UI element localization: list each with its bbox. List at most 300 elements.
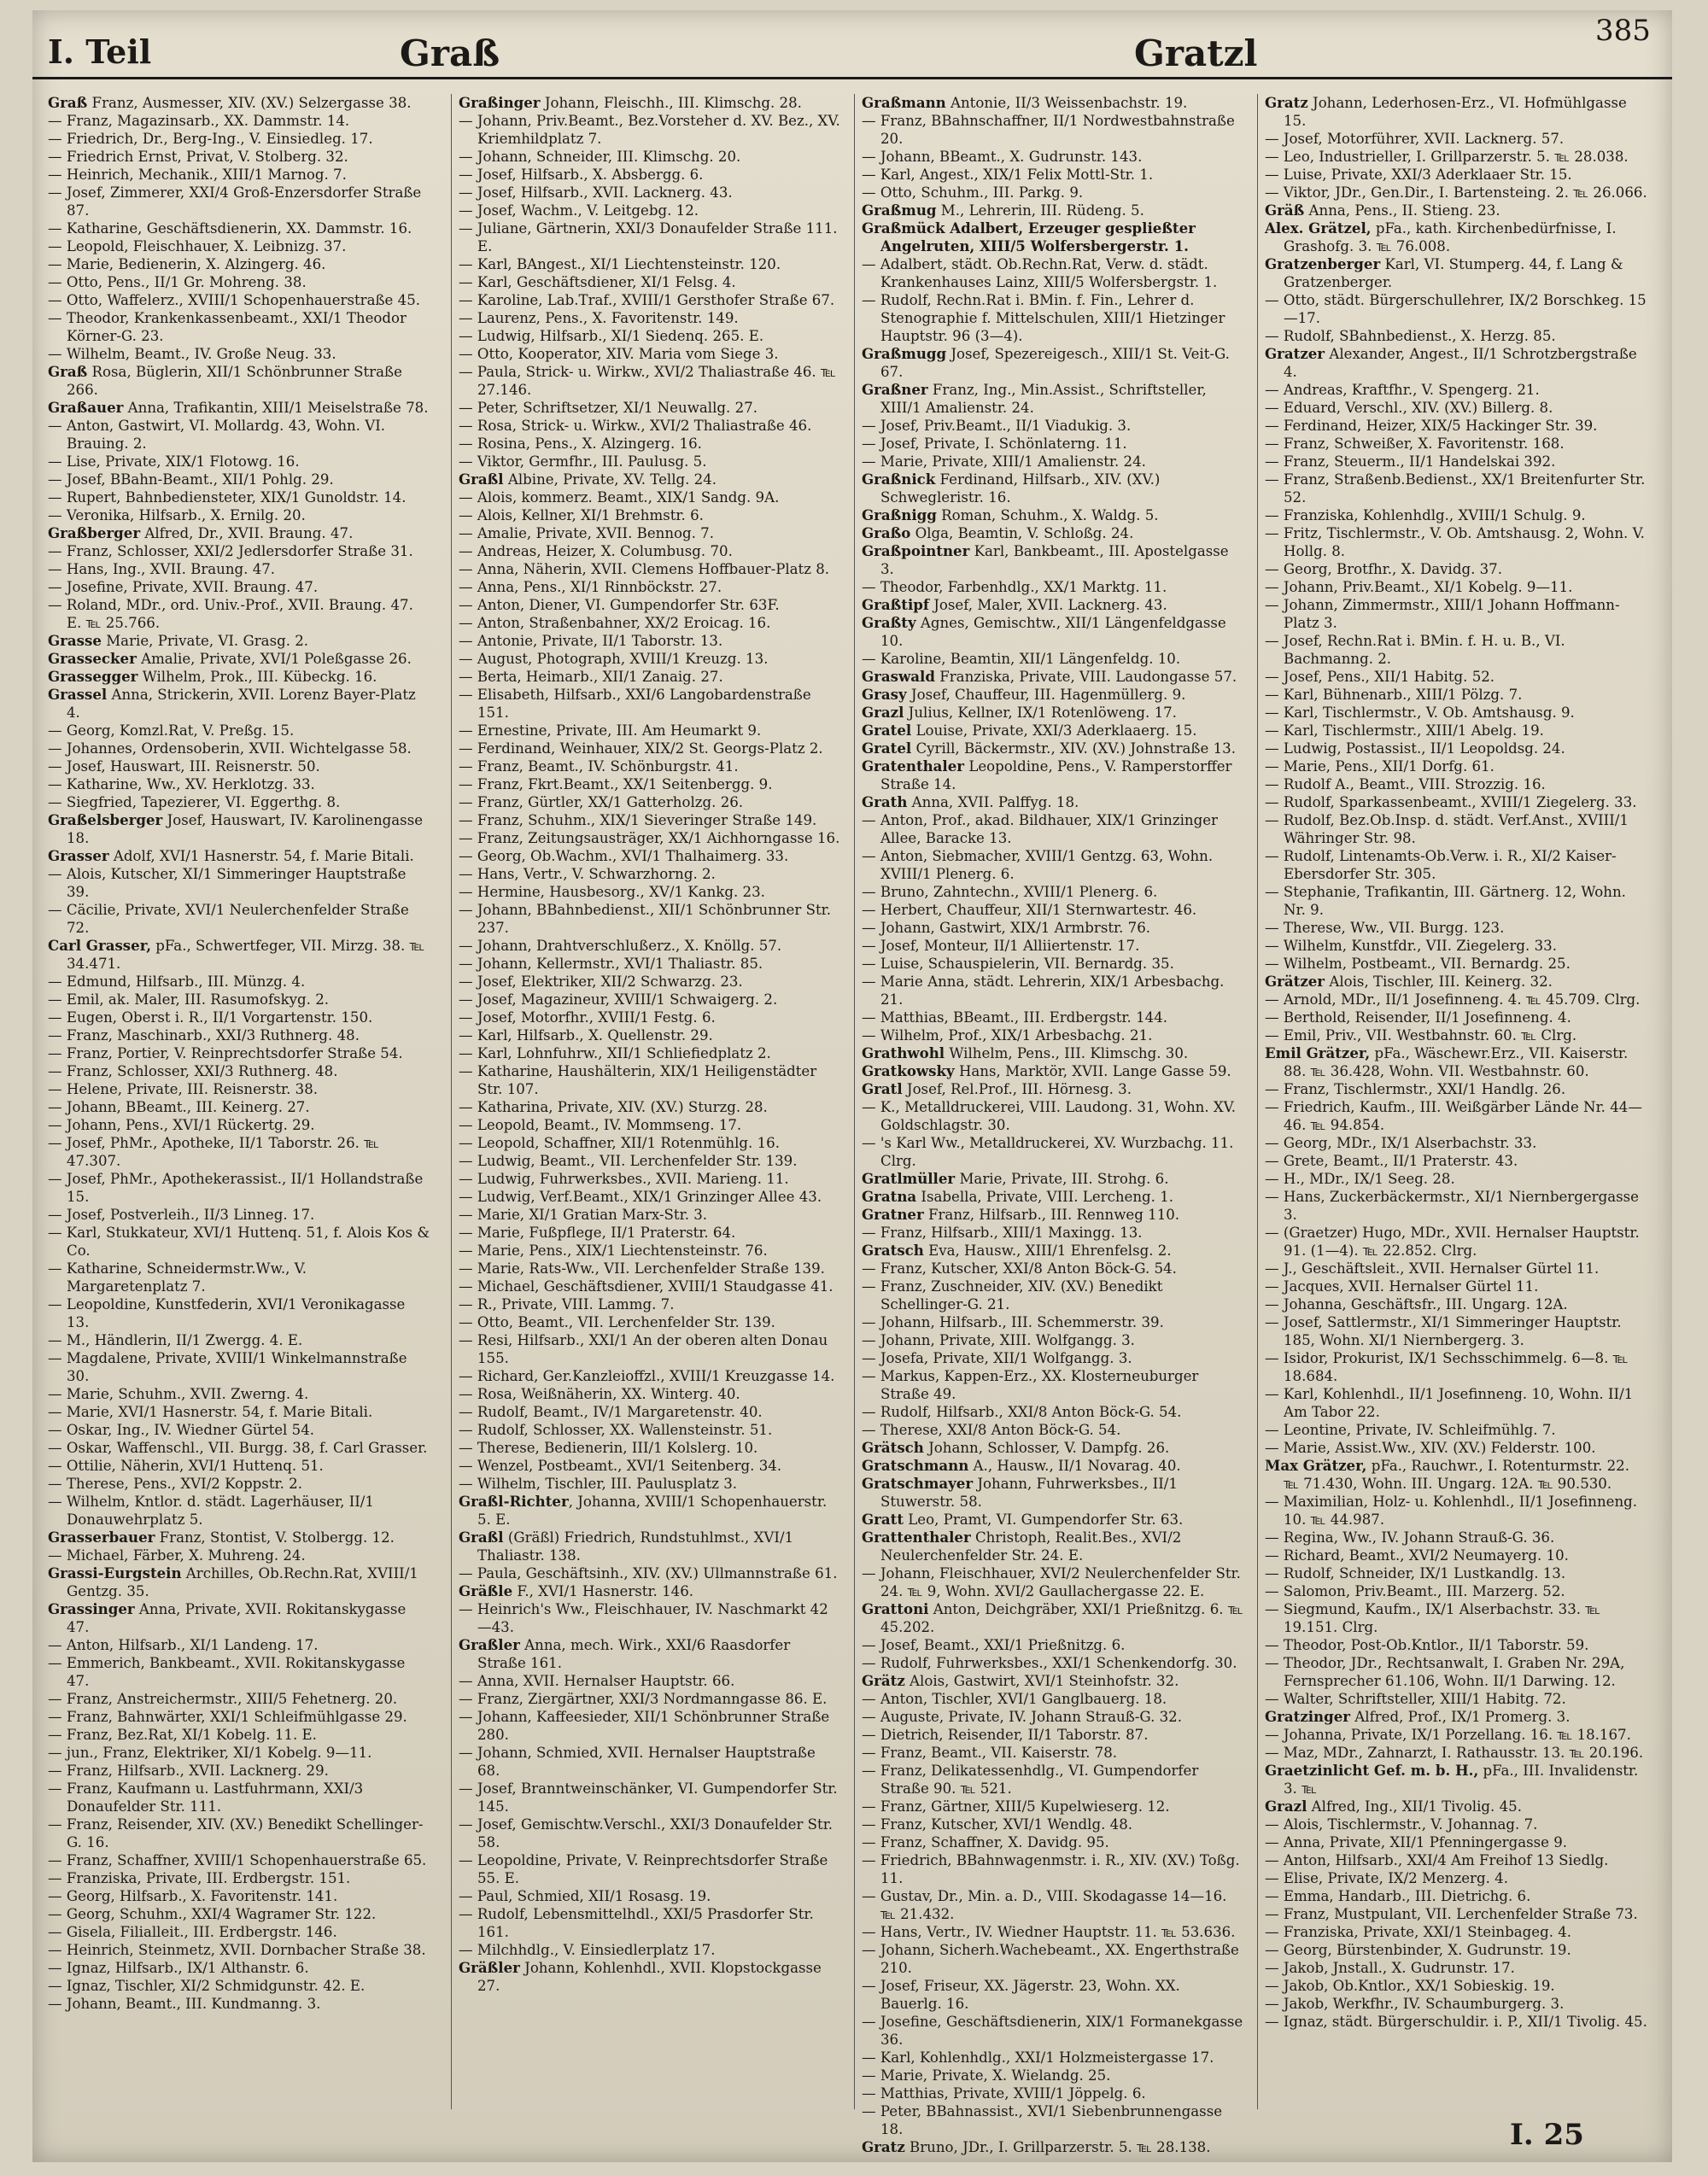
directory-entry [48,291,430,309]
directory-entry [862,471,1244,506]
directory-entry [862,112,1244,148]
directory-entry [48,1815,430,1851]
directory-entry [862,1475,1244,1511]
directory-entry [862,973,1244,1009]
directory-page [32,10,1672,2162]
directory-entry [862,381,1244,417]
entry-details: — Josefine, Private, XVII. Braung. 47. [48,579,319,595]
directory-entry [862,1134,1244,1170]
entry-details: — Alois, Tischlermstr., V. Johannag. 7. [1265,1816,1538,1833]
entry-details: — Franziska, Kohlenhdlg., XVIII/1 Schulg. 9. [1265,507,1586,523]
directory-entry [48,865,430,901]
directory-entry [48,237,430,255]
directory-entry [1265,2013,1647,2031]
entry-details: — Josef, Beamt., XXI/1 Prießnitzg. 6. [862,1637,1126,1653]
entry-surname: Emil Grätzer, [1265,1044,1371,1061]
entry-details: — Rudolf, Lintenamts-Ob.Verw. i. R., XI/2 Kaiser-Ebersdorfer Str. 305. [1265,848,1617,882]
entry-surname: Grathwohl [862,1044,945,1061]
entry-details: — Franz, Schuhm., XIX/1 Sieveringer Straße 149. [459,812,817,828]
entry-details: — Franz, BBahnschaffner, II/1 Nordwestbahnstraße 20. [862,113,1235,147]
directory-entry [1265,1851,1647,1869]
directory-entry [459,560,841,578]
directory-entry [48,1690,430,1708]
directory-entry [1265,919,1647,937]
directory-entry [459,1421,841,1439]
entry-details: — Jakob, Werkfhr., IV. Schaumburgerg. 3. [1265,1996,1565,2012]
entry-details: — Josef, Gemischtw.Verschl., XXI/3 Donaufelder Str. 58. [459,1816,834,1851]
entry-details: — Karl, Geschäftsdiener, XI/1 Felsg. 4. [459,274,736,290]
entry-details: — Alois, Kellner, XI/1 Brehmstr. 6. [459,507,704,523]
directory-entry [1265,202,1647,219]
directory-entry [862,1421,1244,1439]
directory-entry [459,273,841,291]
directory-entry [459,847,841,865]
entry-details: — Rudolf, Fuhrwerksbes., XXI/1 Schenkendorfg. 30. [862,1655,1237,1671]
entry-details: — Leo, Industrieller, I. Grillparzerstr. 5. ℡ 28.038. [1265,149,1629,165]
directory-entry [459,829,841,847]
directory-entry [459,596,841,614]
entry-details: — Emmerich, Bankbeamt., XVII. Rokitanskygasse 47. [48,1655,406,1689]
entry-surname: Graß [48,363,88,380]
directory-entry [862,901,1244,919]
entry-details: — Juliane, Gärtnerin, XXI/3 Donaufelder Straße 111. E. [459,220,838,254]
entry-details: — Otto, Kooperator, XIV. Maria vom Siege 3. [459,346,779,362]
entry-details: — Josef, Elektriker, XII/2 Schwarzg. 23. [459,973,743,990]
entry-details: — Katharine, Ww., XV. Herklotzg. 33. [48,776,315,792]
entry-details: — Johann, BBeamt., X. Gudrunstr. 143. [862,149,1143,165]
directory-entry [1265,435,1647,453]
directory-entry [862,1977,1244,2013]
part-label: I. Teil [48,32,152,71]
entry-details: Karl, Bankbeamt., III. Apostelgasse 3. [880,543,1229,577]
entry-details: — Georg, MDr., IX/1 Alserbachstr. 33. [1265,1135,1537,1151]
directory-entry [48,1869,430,1887]
entry-details: — Leopoldine, Private, V. Reinprechtsdorfer Straße 55. E. [459,1852,828,1886]
entry-details: — Ludwig, Beamt., VII. Lerchenfelder Str. 139. [459,1153,798,1169]
directory-entry [48,1546,430,1564]
entry-details: — Johann, Kellermstr., XVI/1 Thaliastr. 85. [459,956,763,972]
entry-details: Josef, Chauffeur, III. Hagenmüllerg. 9. [906,687,1186,703]
entry-details: — Maz, MDr., Zahnarzt, I. Rathausstr. 13. ℡ 20.196. [1265,1745,1644,1761]
directory-entry [862,1744,1244,1762]
directory-entry [48,560,430,578]
page-header [32,10,1672,79]
directory-entry [48,399,430,417]
entry-surname: Gratzer [1265,345,1325,362]
entry-details: — Magdalene, Private, XVIII/1 Winkelmannstraße 30. [48,1350,407,1384]
entry-details: — Arnold, MDr., II/1 Josefinneng. 4. ℡ 45.709. Clrg. [1265,991,1641,1008]
directory-entry [48,1959,430,1977]
entry-details: pFa., Rauchwr., I. Rotenturmstr. 22. ℡ 71.430, Wohn. III. Ungarg. 12A. ℡ 90.530. [1284,1458,1630,1492]
entry-details: — Josef, Hilfsarb., X. Absbergg. 6. [459,167,704,183]
directory-entry [862,2049,1244,2067]
entry-details: — Emil, ak. Maler, III. Rasumofskyg. 2. [48,991,330,1008]
entry-details: — Viktor, JDr., Gen.Dir., I. Bartensteing. 2. ℡ 26.066. [1265,184,1647,201]
directory-entry [862,1457,1244,1475]
directory-entry [862,1511,1244,1529]
directory-entry [1265,1080,1647,1098]
entry-details: — Adalbert, städt. Ob.Rechn.Rat, Verw. d. städt. Krankenhauses Lainz, XIII/5 Wolfersbergstr. 1. [862,256,1218,290]
directory-entry [48,148,430,166]
column-2 [451,94,841,2109]
entry-details: — Anton, Gastwirt, VI. Mollardg. 43, Wohn. VI. Brauing. 2. [48,418,386,452]
directory-entry [1265,1923,1647,1941]
directory-entry [48,1134,430,1170]
entry-details: M., Lehrerin, III. Rüdeng. 5. [936,202,1144,219]
entry-details: — Johann, Pens., XVI/1 Rückertg. 29. [48,1117,315,1133]
directory-entry [48,345,430,363]
entry-details: — Franz, Schlosser, XXI/3 Ruthnerg. 48. [48,1063,338,1079]
directory-entry [1265,453,1647,471]
entry-details: — Johann, Private, XIII. Wolfgangg. 3. [862,1332,1135,1348]
directory-entry [1265,524,1647,560]
directory-entry [1265,1833,1647,1851]
directory-entry [459,1313,841,1331]
directory-entry [48,1780,430,1815]
entry-details: Leopoldine, Pens., V. Ramperstorffer Straße 14. [880,758,1232,792]
entry-details: — Karl, Hilfsarb., X. Quellenstr. 29. [459,1027,713,1044]
entry-details: — Karoline, Lab.Traf., XVIII/1 Gersthofer Straße 67. [459,292,835,308]
entry-details: — Marie, Assist.Ww., XIV. (XV.) Felderstr. 100. [1265,1440,1596,1456]
entry-surname: Gräßler [459,1959,520,1976]
directory-entry [48,632,430,650]
directory-entry [48,94,430,112]
entry-details: — Josef, Private, I. Schönlaterng. 11. [862,436,1127,452]
entry-details: Christoph, Realit.Bes., XVI/2 Neulerchenfelder Str. 24. E. [880,1529,1182,1564]
entry-details: — Amalie, Private, XVII. Bennog. 7. [459,525,715,541]
directory-entry [1265,1762,1647,1798]
directory-entry [1265,1815,1647,1833]
directory-entry [459,1403,841,1421]
entry-details: — Franz, Schaffner, XVIII/1 Schopenhauerstraße 65. [48,1852,427,1868]
entry-details: — Hans, Vertr., V. Schwarzhorng. 2. [459,866,716,882]
directory-entry [862,1349,1244,1367]
directory-entry [459,1009,841,1026]
directory-entry [48,578,430,596]
directory-entry [459,435,841,453]
entry-details: — Otto, städt. Bürgerschullehrer, IX/2 Borschkeg. 15—17. [1265,292,1647,326]
directory-entry [1265,1959,1647,1977]
entry-details: — Johann, Zimmermstr., XIII/1 Johann Hoffmann-Platz 3. [1265,597,1620,631]
directory-entry [1265,1295,1647,1313]
entry-details: — Andreas, Heizer, X. Columbusg. 70. [459,543,733,559]
directory-entry [1265,1690,1647,1708]
entry-details: — Josef, Friseur, XX. Jägerstr. 23, Wohn. XX. Bauerlg. 16. [862,1978,1180,2012]
directory-entry [48,973,430,991]
entry-details: Antonie, II/3 Weissenbachstr. 19. [945,95,1188,111]
directory-entry [459,1331,841,1367]
directory-entry [459,1260,841,1278]
entry-details: — Ferdinand, Heizer, XIX/5 Hackinger Str. 39. [1265,418,1598,434]
entry-details: — Jakob, Jnstall., X. Gudrunstr. 17. [1265,1960,1515,1976]
entry-details: — Therese, Bedienerin, III/1 Kolslerg. 10. [459,1440,758,1456]
directory-entry [1265,255,1647,291]
entry-details: — Siegfried, Tapezierer, VI. Eggerthg. 8. [48,794,341,810]
directory-entry [1265,417,1647,435]
directory-entry [48,793,430,811]
directory-entry [1265,1421,1647,1439]
directory-entry [48,1009,430,1026]
entry-details: — Rosina, Pens., X. Alzingerg. 16. [459,436,702,452]
directory-entry [1265,1995,1647,2013]
entry-details: — Jakob, Ob.Kntlor., XX/1 Sobieskig. 19. [1265,1978,1555,1994]
directory-entry [862,1851,1244,1887]
entry-details: — Johann, Schneider, III. Klimschg. 20. [459,149,741,165]
directory-entry [1265,1529,1647,1546]
directory-entry [1265,1493,1647,1529]
directory-entry [459,1116,841,1134]
entry-details: — Viktor, Germfhr., III. Paulusg. 5. [459,453,707,470]
entry-details: — Franz, Beamt., VII. Kaiserstr. 78. [862,1745,1118,1761]
entry-details: — Leontine, Private, IV. Schleifmühlg. 7. [1265,1422,1556,1438]
entry-details: — Johann, Priv.Beamt., XI/1 Kobelg. 9—11. [1265,579,1573,595]
entry-details: — Franz, Gärtner, XIII/5 Kupelwieserg. 12. [862,1798,1170,1815]
entry-details: Johann, Kohlenhdl., XVII. Klopstockgasse 27. [477,1960,822,1994]
directory-entry [48,363,430,399]
entry-details: — Franz, Hilfsarb., XVII. Lacknerg. 29. [48,1763,329,1779]
directory-entry [459,1295,841,1313]
entry-details: Alfred, Prof., IX/1 Promerg. 3. [1350,1709,1571,1725]
entry-surname: Gratlmüller [862,1170,956,1187]
directory-entry [862,1044,1244,1062]
entry-details: — Franz, Schlosser, XXI/2 Jedlersdorfer Straße 31. [48,543,413,559]
directory-entry [459,148,841,166]
entry-details: — Karl, Angest., XIX/1 Felix Mottl-Str. 1. [862,167,1154,183]
directory-entry [862,1708,1244,1726]
entry-surname: Graßler [459,1636,520,1653]
directory-entry [459,1224,841,1242]
entry-details: — Johann, Sicherh.Wachebeamt., XX. Engerthstraße 210. [862,1942,1239,1976]
directory-entry [862,542,1244,578]
entry-details: Ferdinand, Hilfsarb., XIV. (XV.) Schwegleristr. 16. [880,471,1161,506]
directory-entry [48,1349,430,1385]
entry-surname: Graßnick [862,471,936,488]
entry-details: — Stephanie, Trafikantin, III. Gärtnerg. 12, Wohn. Nr. 9. [1265,884,1626,918]
entry-details: — Franz, Bahnwärter, XXI/1 Schleifmühlgasse 29. [48,1709,407,1725]
entry-details: pFa., III. Invalidenstr. 3. ℡ [1284,1763,1639,1797]
directory-entry [862,1403,1244,1421]
entry-details: — Rudolf, Schlosser, XX. Wallensteinstr. 51. [459,1422,773,1438]
entry-surname: Graßl [459,471,504,488]
directory-entry [459,1152,841,1170]
directory-entry [48,524,430,542]
entry-details: — Franziska, Private, III. Erdbergstr. 151. [48,1870,351,1886]
directory-entry [48,1923,430,1941]
directory-entry [1265,632,1647,668]
entry-details: Johann, Fuhrwerksbes., II/1 Stuwerstr. 58. [880,1476,1178,1510]
entry-details: Franz, Hilfsarb., III. Rennweg 110. [923,1207,1180,1223]
entry-details: — Marie, Fußpflege, II/1 Praterstr. 64. [459,1225,736,1241]
entry-details: — Salomon, Priv.Beamt., III. Marzerg. 52. [1265,1583,1565,1599]
entry-details: — Bruno, Zahntechn., XVIII/1 Plenerg. 6. [862,884,1158,900]
entry-details: — Georg, Bürstenbinder, X. Gudrunstr. 19. [1265,1942,1571,1958]
entry-details: — Therese, Pens., XVI/2 Koppstr. 2. [48,1476,302,1492]
entry-details: — Rudolf, Schneider, IX/1 Lustkandlg. 13. [1265,1565,1566,1582]
directory-entry [459,1815,841,1851]
directory-entry [459,1188,841,1206]
directory-entry [48,1385,430,1403]
entry-details: — Rudolf, SBahnbedienst., X. Herzg. 85. [1265,328,1556,344]
entry-surname: Grath [862,793,908,810]
entry-details: — Franz, Beamt., IV. Schönburgstr. 41. [459,758,739,775]
entry-surname: Gratna [862,1188,917,1205]
entry-surname: Graßmug [862,202,937,219]
entry-details: Albine, Private, XV. Tellg. 24. [503,471,717,488]
entry-details: — Theodor, Krankenkassenbeamt., XXI/1 Theodor Körner-G. 23. [48,310,407,344]
directory-entry [1265,471,1647,506]
directory-entry [862,722,1244,740]
directory-entry [1265,1869,1647,1887]
directory-entry [1265,1977,1647,1995]
entry-details: — Paula, Geschäftsinh., XIV. (XV.) Ullmannstraße 61. [459,1565,838,1582]
directory-entry [459,291,841,309]
entry-surname: Carl Grasser, [48,937,152,954]
directory-entry [862,1672,1244,1690]
entry-details: Rosa, Büglerin, XII/1 Schönbrunner Straße 266. [67,364,402,398]
directory-entry [48,1439,430,1457]
entry-details: — Franz, Anstreichermstr., XIII/5 Fehetnerg. 20. [48,1691,398,1707]
directory-entry [48,1726,430,1744]
directory-entry [1265,1313,1647,1349]
entry-details: — Rudolf, Beamt., IV/1 Margaretenstr. 40. [459,1404,763,1420]
entry-surname: Grazl [862,704,904,721]
entry-details: — Oskar, Ing., IV. Wiedner Gürtel 54. [48,1422,315,1438]
directory-entry [862,1206,1244,1224]
entry-details: — Franz, Tischlermstr., XXI/1 Handlg. 26. [1265,1081,1566,1097]
directory-entry [862,1062,1244,1080]
entry-details: — Heinrich, Mechanik., XIII/1 Marnog. 7. [48,167,347,183]
entry-details: — Johannes, Ordensoberin, XVII. Wichtelgasse 58. [48,740,412,757]
directory-entry [459,219,841,255]
directory-entry [48,937,430,973]
entry-details: — Josef, Magazineur, XVIII/1 Schwaigerg. 2. [459,991,778,1008]
entry-details: — Herbert, Chauffeur, XII/1 Sternwartestr. 46. [862,902,1197,918]
directory-entry [48,1403,430,1421]
entry-surname: Grattenthaler [862,1529,971,1546]
entry-details: — Franz, Magazinsarb., XX. Dammstr. 14. [48,113,350,129]
directory-entry [862,1098,1244,1134]
entry-details: — Josef, Hauswart, III. Reisnerstr. 50. [48,758,320,775]
entry-details: — Georg, Hilfsarb., X. Favoritenstr. 141. [48,1888,338,1904]
directory-entry [459,883,841,901]
directory-entry [862,184,1244,202]
entry-details: F., XVI/1 Hasnerstr. 146. [512,1583,694,1599]
directory-entry [1265,1564,1647,1582]
directory-entry [862,793,1244,811]
entry-details: — Michael, Färber, X. Muhreng. 24. [48,1547,306,1564]
entry-details: Anna, Pens., II. Stieng. 23. [1304,202,1500,219]
directory-entry [1265,1170,1647,1188]
entry-details: Archilles, Ob.Rechn.Rat, XVIII/1 Gentzg. 35. [67,1565,418,1599]
directory-entry [48,166,430,184]
directory-entry [862,686,1244,704]
entry-details: Agnes, Gemischtw., XII/1 Längenfeldgasse 10. [880,615,1226,649]
entry-details: — Matthias, BBeamt., III. Erdbergstr. 144. [862,1009,1168,1026]
entry-details: — Franz, Bez.Rat, XI/1 Kobelg. 11. E. [48,1727,317,1743]
entry-surname: Grätzer [1265,973,1325,990]
directory-entry [459,345,841,363]
entry-details: Johann, Fleischh., III. Klimschg. 28. [540,95,802,111]
entry-surname: Alex. Grätzel, [1265,219,1372,237]
entry-details: — Johann, Drahtverschlußerz., X. Knöllg. 57. [459,938,782,954]
entry-details: — Karl, Lohnfuhrw., XII/1 Schliefiedplatz 2. [459,1045,771,1061]
entry-details: — Karl, Bühnenarb., XIII/1 Pölzg. 7. [1265,687,1523,703]
directory-entry [862,1529,1244,1564]
directory-entry [1265,219,1647,255]
entry-details: — Alois, kommerz. Beamt., XIX/1 Sandg. 9A. [459,489,780,506]
directory-entry [862,1726,1244,1744]
directory-entry [1265,991,1647,1009]
entry-details: — Franz, Kaufmann u. Lastfuhrmann, XXI/3 Donaufelder Str. 111. [48,1780,364,1815]
entry-details: — Peter, BBahnassist., XVI/1 Siebenbrunnengasse 18. [862,2103,1223,2137]
entry-details: — K., Metalldruckerei, VIII. Laudong. 31, Wohn. XV. Goldschlagstr. 30. [862,1099,1237,1133]
directory-entry [459,1690,841,1708]
entry-details: — Rudolf, Hilfsarb., XXI/8 Anton Böck-G. 54. [862,1404,1182,1420]
directory-entry [48,1977,430,1995]
entry-surname: Max Grätzer, [1265,1457,1367,1474]
directory-entry [48,1905,430,1923]
directory-entry [862,291,1244,345]
directory-entry [1265,1744,1647,1762]
directory-entry [862,2067,1244,2084]
page-code: I. 25 [1510,2118,1584,2152]
entry-details: — Ignaz, Hilfsarb., IX/1 Althanstr. 6. [48,1960,309,1976]
entry-details: — Berta, Heimarb., XII/1 Zanaig. 27. [459,669,723,685]
entry-details: — Andreas, Kraftfhr., V. Spengerg. 21. [1265,382,1540,398]
directory-entry [459,327,841,345]
entry-details: Olga, Beamtin, V. Schloßg. 24. [910,525,1134,541]
directory-entry [459,363,841,399]
directory-entry [459,901,841,937]
entry-details: — Anton, Siebmacher, XVIII/1 Gentzg. 63, Wohn. XVIII/1 Plenerg. 6. [862,848,1214,882]
entry-surname: Gräß [1265,202,1305,219]
entry-details: — Franz, Reisender, XIV. (XV.) Benedikt Schellinger-G. 16. [48,1816,424,1851]
directory-entry [1265,1439,1647,1457]
directory-entry [459,1887,841,1905]
directory-entry [862,955,1244,973]
directory-entry [1265,1726,1647,1744]
directory-entry [48,1080,430,1098]
directory-entry [48,1098,430,1116]
entry-details: — Ignaz, städt. Bürgerschuldir. i. P., XII/1 Tivolig. 45. [1265,2014,1647,2030]
entry-details: Bruno, JDr., I. Grillparzerstr. 5. ℡ 28.138. [904,2139,1211,2155]
directory-entry [48,668,430,686]
entry-details: Adolf, XVI/1 Hasnerstr. 54, f. Marie Bitali. [108,848,414,864]
entry-details: — Wilhelm, Prof., XIX/1 Arbesbachg. 21. [862,1027,1153,1044]
column-3 [854,94,1244,2155]
entry-surname: Grassel [48,686,108,703]
entry-surname: Graßberger [48,524,141,541]
directory-entry [48,417,430,453]
directory-entry [459,1493,841,1529]
directory-entry [459,112,841,148]
directory-entry [862,650,1244,668]
directory-entry [862,453,1244,471]
entry-details: Josef, Rel.Prof., III. Hörnesg. 3. [902,1081,1132,1097]
entry-details: — Paula, Strick- u. Wirkw., XVI/2 Thaliastraße 46. ℡ 27.146. [459,364,836,398]
page-number: 385 [1595,14,1651,48]
directory-entry [48,1600,430,1636]
directory-entry [459,471,841,488]
directory-entry [862,1690,1244,1708]
right-keyword: Gratzl [1134,32,1258,74]
directory-entry [862,578,1244,596]
directory-entry [48,1654,430,1690]
entry-details: — Johann, Gastwirt, XIX/1 Armbrstr. 76. [862,920,1151,936]
directory-entry [459,1044,841,1062]
directory-entry [1265,757,1647,775]
directory-entry [48,740,430,757]
